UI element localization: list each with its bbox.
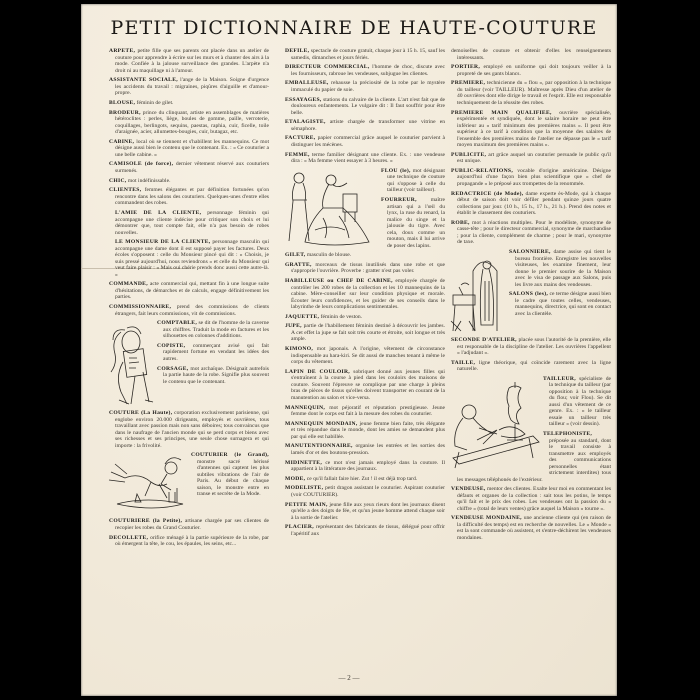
entry-couture-la-haute: COUTURE (La Haute), corporation exclusivement parisienne, qui englobe environ 20.000 dirigeants, employés et ouvrières, tous travaillant avec passion mais non sans déboires; tous convaincus que dans le naufrage de l'ancien monde qui se perd corps et biens avec ses richesses et ses principes, une seule chose surnagera et qui importe : la frivolité. (109, 410, 269, 449)
entry-brodeur: BRODEUR, prince du clinquant, artiste en assemblages de matières hétéroclites : perles, liège, boules de gomme, paille, verroterie, coquillages, berlingots, sequins, paestas, raphia, cuir, ficelle, toile d'araignée, acier, allumettes-bougies, cuir, butagaz, etc. (109, 109, 269, 136)
entry-couturier-le-grand: COUTURIER (le Grand), monstre sacré hérissé d'antennes qui captent les plus subtiles vibrations de l'air de Paris. Au début de chaque saison, le monstre entre en transe et secrète de la Mode. (191, 452, 269, 498)
entry-seconde-d-atelier: SECONDE D'ATELIER, placée sous l'autorité de la première, elle est responsable de la discipline de l'atelier. Les ouvrières l'appellent « l'adjudant ». (451, 337, 611, 356)
entry-commande: COMMANDE, acte commercial qui, mettant fin à une longue suite d'hésitations, de démarches et de calculs, engage définitivement les parties. (109, 281, 269, 301)
entry-vendeuse: VENDEUSE, mentor des clientes. Exalte leur moi en commentant les défauts et organes de la collection : sait tous les potins, le temps qu'il fait et le prix des robes. Les vendeuses ont la passion du « chiffre » (total de leurs ventes) grâce auquel la Maison « tourne ». (451, 486, 611, 512)
entry-mannequin-mondain: MANNEQUIN MONDAIN, jeune femme bien faite, très élégante et très répandue dans le monde, dont les amies se demandent plus par qui elle est habillée. (285, 420, 445, 440)
entry-jaquette: JAQUETTE, féminin de veston. (285, 313, 363, 320)
entry-petite-main: PETITE MAIN, jeune fille aux yeux rieurs dont les journaux disent qu'elle a des doigts de fée, et qu'un jeune homme attend chaque soir à la sortie de l'atelier. (285, 501, 445, 521)
entry-premiere: PREMIERE, technicienne du « flou », par opposition à la technique du tailleur (voir TAILLEUR). Maîtresse après Dieu d'un atelier de 40 ouvrières dont elle dirige le travail et l'esprit. Elle est responsable techniquement de la réussite des robes. (451, 80, 611, 106)
entry-redactrice: REDACTRICE (de Mode), dame experte ès-Mode, qui à chaque début de saison doit voir défiler pendant quinze jours quatre collections par jour. (10 h., 15 h., 17 h., 21 h.). Prend des notes et établit le classement des couturiers. (451, 190, 611, 217)
entry-directeur-commercial: DIRECTEUR COMMERCIAL, l'homme de choc, discute avec les fournisseurs, rabroue les vendeuses, subjugue les clientes. (285, 64, 445, 77)
dictionary-column-1 (109, 48, 269, 551)
tailleur-sketch-illustration (449, 378, 545, 470)
entry-salonniere: SALONNIERE, dame assise qui tient le bureau frontière. Enregistre les nouvelles visiteuses, les examine finement, leur donne le premier sourire de la Maison avec le visa de passage aux Salons, puis les livre aux mains des vendeuses. (509, 249, 611, 288)
entry-public-relations: PUBLIC-RELATIONS, vocable d'origine américaine. Désigne aujourd'hui d'une façon bien plus scientifique que « chef de propagande » le préposé aux trompettes de la renommée. (451, 167, 611, 187)
salonniere-sketch-illustration (449, 251, 511, 335)
comptable-sketch-illustration (107, 322, 159, 408)
entry-mannequin: MANNEQUIN, mot péjoratif et réputation prestigieuse. Jeune femme dont le corps est fait à la mesure des robes du couturier. (285, 404, 445, 417)
entry-portier: PORTIER, employé en uniforme qui doit toujours veiller à la propreté de ses gants blancs. (451, 64, 611, 77)
entry-placier: PLACIER, représentant des fabricants de tissus, délégué pour offrir l'apéritif aux (285, 524, 445, 537)
entry-chic: CHIC, mot indéfinissable. (109, 177, 171, 184)
entry-habilleuse: HABILLEUSE ou CHEF DE CABINE, employée chargée de contrôler les 200 robes de la collection et les 10 mannequins de la cabine. Mère-conseiller sur leur condition physique et morale. Écouter leurs confidences, et les guider de ses conseils dans le labyrinthe de leurs complications sentimentales. (285, 278, 445, 311)
dictionary-column-2 (285, 48, 445, 541)
entry-salons: SALONS (les), ce terme désigne aussi bien le cadre que toutes celles, vendeuses, mannequins, directrice, qui sont en contact avec la clientèle. (509, 291, 611, 317)
entry-comptable: COMPTABLE, se dit de l'homme de la caverne aux chiffres. Traduit la mode en factures et les silhouettes en colonnes d'additions. (157, 320, 269, 340)
entry-couturiere-la-petite: COUTURIERE (la Petite), artisane chargée par ses clientes de recopier les robes du Grand Couturier. (109, 518, 269, 531)
entry-assistante-sociale: ASSISTANTE SOCIALE, l'ange de la Maison. Soigne d'urgence les accidents du travail : migraines, piqûres d'aiguille et d'amour-propre. (109, 77, 269, 97)
entry-fourreur: FOURREUR, maître artisan qui a l'œil du lynx, la ruse du renard, la malice du singe et la jalousie du tigre. Avec cela, doux comme un mouton, mais il lui arrive de poser des lapins. (381, 197, 445, 249)
entry-cabine: CABINE, local où se tiennent et s'habillent les mannequins. Ce mot désigne aussi bien le contenu que le contenant. Ex. : « Ce couturier a une belle cabine. » (109, 138, 269, 158)
entry-decollete: DECOLLETE, orifice ménagé à la partie supérieure de la robe, par où émergent la tête, le cou, les épaules, les seins, etc... (109, 534, 269, 548)
entry-gilet: GILET, masculin de blouse. (285, 252, 352, 259)
entry-taille: TAILLE, ligne théorique, qui coïncide rarement avec la ligne naturelle. (451, 359, 611, 373)
entry-etalagiste: ETALAGISTE, artiste chargée de transformer une vitrine en sémaphore. (285, 119, 445, 132)
entry-flou: FLOU (le), mot désignant une technique de couture qui s'oppose à celle du tailleur (voir tailleur). (381, 167, 445, 194)
entry-premiere-main-qualifiee: PREMIERE MAIN QUALIFIEE, ouvrière spécialisée, expérimentée et syndiquée, dont le salaire horaire ne peut être inférieur au « tarif minimum des premières mains ». Il peut être supérieur à ce tarif à condition que la moyenne des salaires de l'ensemble des premières mains de l'atelier ne dépasse pas le « tarif moyen maximum des premières mains ». (451, 109, 611, 149)
entry-robe: ROBE, mot à réactions multiples. Pour le modéliste, synonyme de casse-tête ; pour le directeur commercial, synonyme de marchandise ; pour la cliente, complément de charme ; pour le mari, synonyme de taxe. (451, 219, 611, 246)
entry-jupe: JUPE, partie de l'habillement féminin destiné à découvrir les jambes. A cet effet la jupe se fait soit très courte et étroite, soit longue et très ample. (285, 323, 445, 343)
entry-defile: DEFILE, spectacle de couture gratuit, chaque jour à 15 h. 15, sauf les samedis, dimanches et jours fériés. (285, 48, 445, 61)
entry-amie-de-la-cliente: L'AMIE DE LA CLIENTE, personnage féminin qui accompagne une cliente indécise pour critiquer son choix et lui démontrer que, tout compte fait, elle n'a pas besoin de robes nouvelles. (115, 210, 269, 236)
entry-placier-continued: demoiselles de couture et obtenir d'elles les renseignements intéressants. (451, 48, 611, 61)
entry-kimono: KIMONO, mot japonais. A l'origine, vêtement de circonstance indispensable au hara-kiri. Se dit aussi de manches tenant à même le corps du vêtement. (285, 346, 445, 366)
entry-vendeuse-mondaine: VENDEUSE MONDAINE, une ancienne cliente qui (en raison de la difficulté des temps) est en recherche de nouvelles. Le « Monde » est la sont commande où assistent, et s'entre-déchirent les vendeuses mondaines. (451, 515, 611, 541)
document-page (81, 4, 617, 696)
page-number: — 2 — (338, 674, 360, 682)
entry-mode: MODE, ce qu'il fallait faire hier. Zut ! il est déjà trop tard. (285, 475, 418, 482)
entry-midinette: MIDINETTE, ce mot n'est jamais employé dans la couture. Il appartient à la littérature des journaux. (285, 459, 445, 473)
entry-emballeuse: EMBALLEUSE, rehausse la préciosité de la robe par le mystère immaculé du papier de soie. (285, 80, 445, 93)
entry-publicite: PUBLICITE, art grâce auquel un couturier persuade le public qu'il est unique. (451, 151, 611, 165)
dictionary-column-3 (451, 48, 611, 545)
entry-femme: FEMME, terme familier désignant une cliente. Ex. : une vendeuse dira : « Ma femme vient essayer à 3 heures. » (285, 151, 445, 165)
entry-monsieur-de-la-cliente: LE MONSIEUR DE LA CLIENTE, personnage masculin qui accompagne une dame dont il est supposé payer les factures. Deux écoles s'opposent : celle du Monsieur pincé qui dit : « Choisis, je suis pressé aujourd'hui, nous reviendrons » et celle du Monsieur qui veut faire plaisir : « Mais oui chérie prends donc aussi cette autre-là. » (115, 239, 269, 278)
entry-commissionnaire: COMMISSIONNAIRE, prend des commissions de clients étrangers, fait leurs commissions, vit de commissions. (109, 304, 269, 317)
entry-blouse: BLOUSE, féminin de gilet. (109, 99, 174, 106)
entry-arpete: ARPETE, petite fille que ses parents ont placée dans un atelier de couture pour apprendre à écrire sur les murs et à chanter des airs à la mode. Confiée à la jalouse surveillance des grandes. L'arpète n'a droit ni au maquillage ni à l'amour. (109, 48, 269, 74)
entry-camisole: CAMISOLE (de force), dernier vêtement réservé aux couturiers surmenés. (109, 161, 269, 174)
entry-manutentionnaire: MANUTENTIONNAIRE, organise les entrées et les sorties des lamés d'or et des boutons-pression. (285, 443, 445, 456)
entry-essayages: ESSAYAGES, stations du calvaire de la cliente. L'art n'est fait que de douloureux enfantements. Le vulgaire dit : Il faut souffrir pour être belle. (285, 96, 445, 116)
couturier-sketch-illustration (107, 454, 193, 516)
entry-lapin-de-couloir: LAPIN DE COULOIR, sobriquet donné aux jeunes filles qui s'entraînent à la course à pied dans les couloirs des maisons de couture. Souvent l'épreuve se complique par une charge à pleins bras de pièces de tissus qu'elles doivent transporter en courant de la manutention au salon et vice-versa. (285, 368, 445, 401)
flou-sketch-illustration (283, 170, 383, 246)
entry-clientes: CLIENTES, femmes élégantes et par définition fortunées qu'on rencontre dans les salons des couturiers. Quelques-unes d'entre elles commandent des robes. (109, 187, 269, 207)
entry-facture: FACTURE, papier commercial grâce auquel le couturier parvient à distinguer les mécènes. (285, 135, 445, 148)
entry-corsage: CORSAGE, mot archaïque. Désignait autrefois la partie haute de la robe. Signifie plus souvent le contenu que le contenant. (157, 365, 269, 385)
entry-gratte: GRATTE, morceaux de tissus inutilisés dans une robe et que s'approprie l'ouvrière. Proverbe : gratter n'est pas voler. (285, 261, 445, 275)
entry-copiste: COPISTE, commerçant avisé qui fait rapidement fortune en vendant les idées des autres. (157, 342, 269, 362)
entry-tailleur: TAILLEUR, spécialiste de la technique du tailleur (par opposition à la technique du flou; voir Flou). Se dit aussi d'un vêtement de ce genre. Ex. : « le tailleur essaie un tailleur très tailleur » (voir dessin). (543, 375, 611, 428)
page-title: PETIT DICTIONNAIRE DE HAUTE-COUTURE (110, 17, 598, 39)
entry-modeliste: MODELISTE, petit dragon assistant le couturier. Aspirant couturier (voir COUTURIER). (285, 485, 445, 498)
entry-telephoniste: TELEPHONISTE, préposée au standard, dont le travail consiste à transmettre aux employés des communications personnelles étant strictement interdites) tous les messages téléphonés de l'extérieur. (457, 431, 611, 483)
